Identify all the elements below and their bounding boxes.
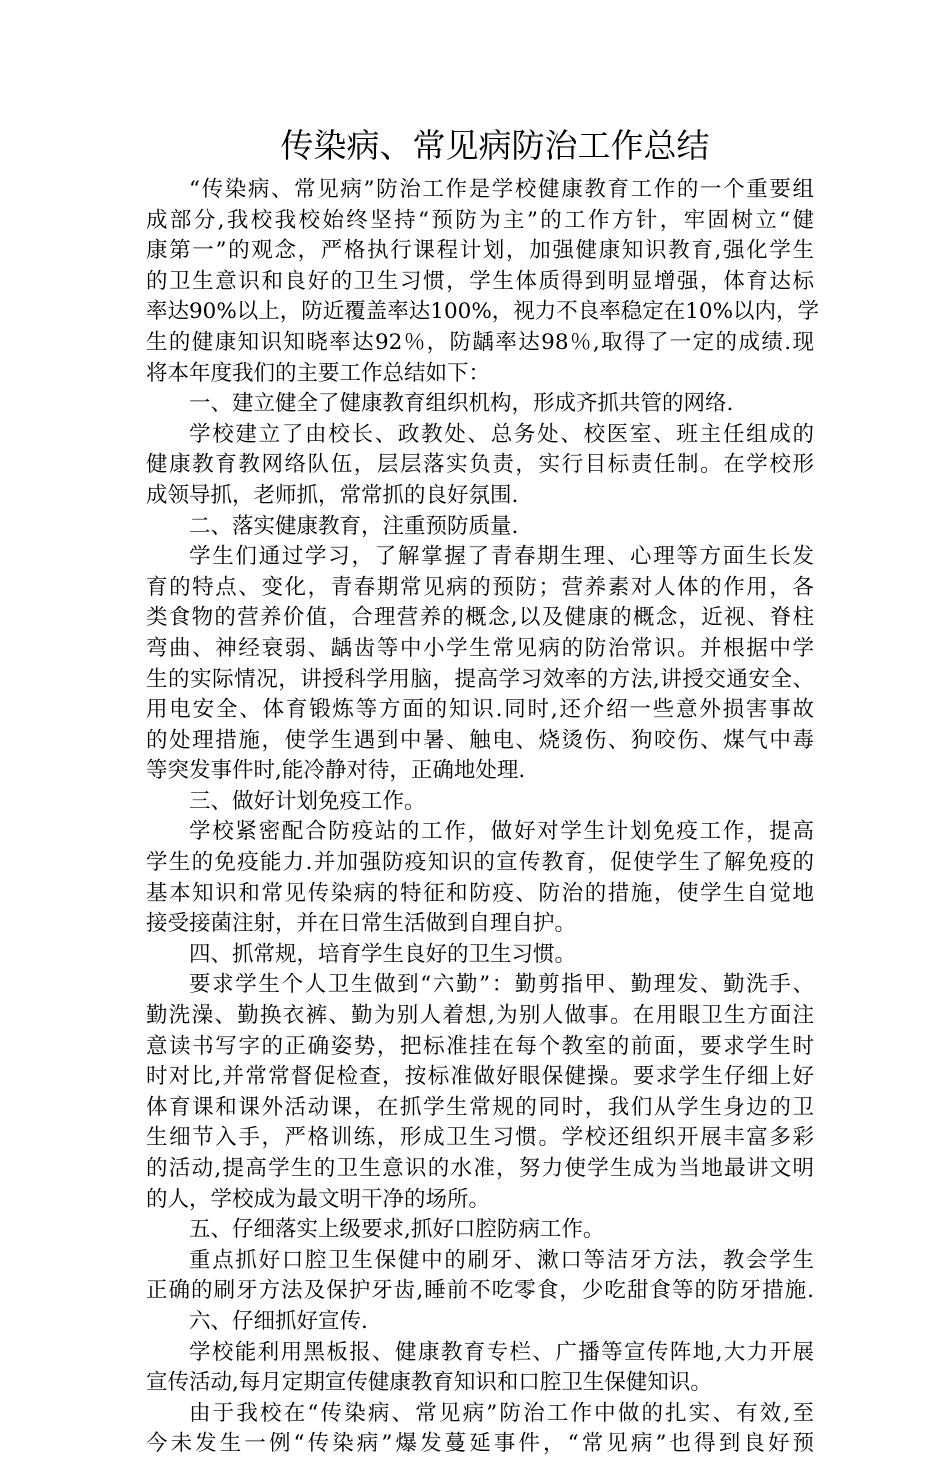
text-line: 意读书写字的正确姿势，把标准挂在每个教室的前面，要求学生时	[146, 1033, 814, 1059]
document-title: 传染病、常见病防治工作总结	[280, 126, 710, 165]
text-line: 康第一”的观念，严格执行课程计划，加强健康知识教育,强化学生	[146, 238, 814, 264]
text-line: 等突发事件时,能冷静对待，正确地处理.	[146, 758, 526, 784]
text-line: 四、抓常规，培育学生良好的卫生习惯。	[189, 941, 577, 967]
text-line: 生的健康知识知晓率达92％，防龋率达98％,取得了一定的成绩.现	[146, 329, 814, 355]
text-line: 三、做好计划免疫工作。	[189, 788, 426, 814]
text-line: 健康教育教网络队伍，层层落实负责，实行目标责任制。在学校形	[146, 452, 814, 478]
text-line: 用电安全、体育锻炼等方面的知识.同时,还介绍一些意外损害事故	[146, 697, 814, 723]
text-line: 生的实际情况，讲授科学用脑，提高学习效率的方法,讲授交通安全、	[146, 666, 814, 692]
text-line: 成领导抓，老师抓，常常抓的良好氛围.	[146, 482, 519, 508]
text-line: 今未发生一例“传染病”爆发蔓延事件，“常见病”也得到良好预	[146, 1431, 814, 1457]
text-line: “传染病、常见病”防治工作是学校健康教育工作的一个重要组	[189, 177, 814, 202]
text-line: 宣传活动,每月定期宣传健康教育知识和口腔卫生保健知识。	[146, 1370, 712, 1396]
text-line: 育的特点、变化，青春期常见病的预防；营养素对人体的作用，各	[146, 574, 814, 600]
text-line: 学生的免疫能力.并加强防疫知识的宣传教育，促使学生了解免疫的	[146, 850, 814, 876]
text-line: 生细节入手，严格训练，形成卫生习惯。学校还组织开展丰富多彩	[146, 1125, 814, 1151]
text-line: 弯曲、神经衰弱、龋齿等中小学生常见病的防治常识。并根据中学	[146, 635, 814, 661]
text-line: 正确的刷牙方法及保护牙齿,睡前不吃零食，少吃甜食等的防牙措施.	[146, 1278, 814, 1304]
text-line: 学生们通过学习，了解掌握了青春期生理、心理等方面生长发	[189, 544, 814, 570]
text-line: 重点抓好口腔卫生保健中的刷牙、漱口等洁牙方法，教会学生	[189, 1247, 814, 1273]
text-line: 的卫生意识和良好的卫生习惯，学生体质得到明显增强，体育达标	[146, 268, 814, 294]
document-body	[146, 175, 820, 1460]
text-line: 由于我校在“传染病、常见病”防治工作中做的扎实、有效,至	[189, 1400, 814, 1426]
text-line: 勤洗澡、勤换衣裤、勤为别人着想,为别人做事。在用眼卫生方面注	[146, 1003, 814, 1029]
text-line: 的处理措施，使学生遇到中暑、触电、烧烫伤、狗咬伤、煤气中毒	[146, 727, 814, 753]
text-line: 学校建立了由校长、政教处、总务处、校医室、班主任组成的	[189, 421, 814, 447]
text-line: 基本知识和常见传染病的特征和防疫、防治的措施，使学生自觉地	[146, 880, 814, 906]
text-line: 将本年度我们的主要工作总结如下：	[146, 360, 491, 386]
text-line: 的人，学校成为最文明干净的场所。	[146, 1186, 491, 1212]
text-line: 五、仔细落实上级要求,抓好口腔防病工作。	[189, 1217, 605, 1243]
text-line: 类食物的营养价值，合理营养的概念,以及健康的概念，近视、脊柱	[146, 605, 814, 631]
text-line: 一、建立健全了健康教育组织机构，形成齐抓共管的网络.	[189, 391, 734, 417]
text-line: 接受接菌注射，并在日常生活做到自理自护。	[146, 911, 577, 937]
text-line: 六、仔细抓好宣传.	[189, 1308, 368, 1334]
text-line: 二、落实健康教育，注重预防质量.	[189, 513, 519, 539]
text-line: 的活动,提高学生的卫生意识的水准，努力使学生成为当地最讲文明	[146, 1156, 814, 1181]
text-line: 学校紧密配合防疫站的工作，做好对学生计划免疫工作，提高	[189, 819, 814, 845]
text-line: 成部分,我校我校始终坚持“预防为主”的工作方针，牢固树立“健	[146, 207, 814, 233]
text-line: 学校能利用黑板报、健康教育专栏、广播等宣传阵地,大力开展	[189, 1339, 814, 1365]
text-line: 率达90%以上，防近覆盖率达100%，视力不良率稳定在10%以内，学	[146, 299, 820, 325]
text-line: 时对比,并常常督促检查，按标准做好眼保健操。要求学生仔细上好	[146, 1064, 814, 1090]
text-line: 要求学生个人卫生做到“六勤”：勤剪指甲、勤理发、勤洗手、	[189, 972, 814, 998]
text-line: 体育课和课外活动课，在抓学生常规的同时，我们从学生身边的卫	[146, 1094, 814, 1120]
